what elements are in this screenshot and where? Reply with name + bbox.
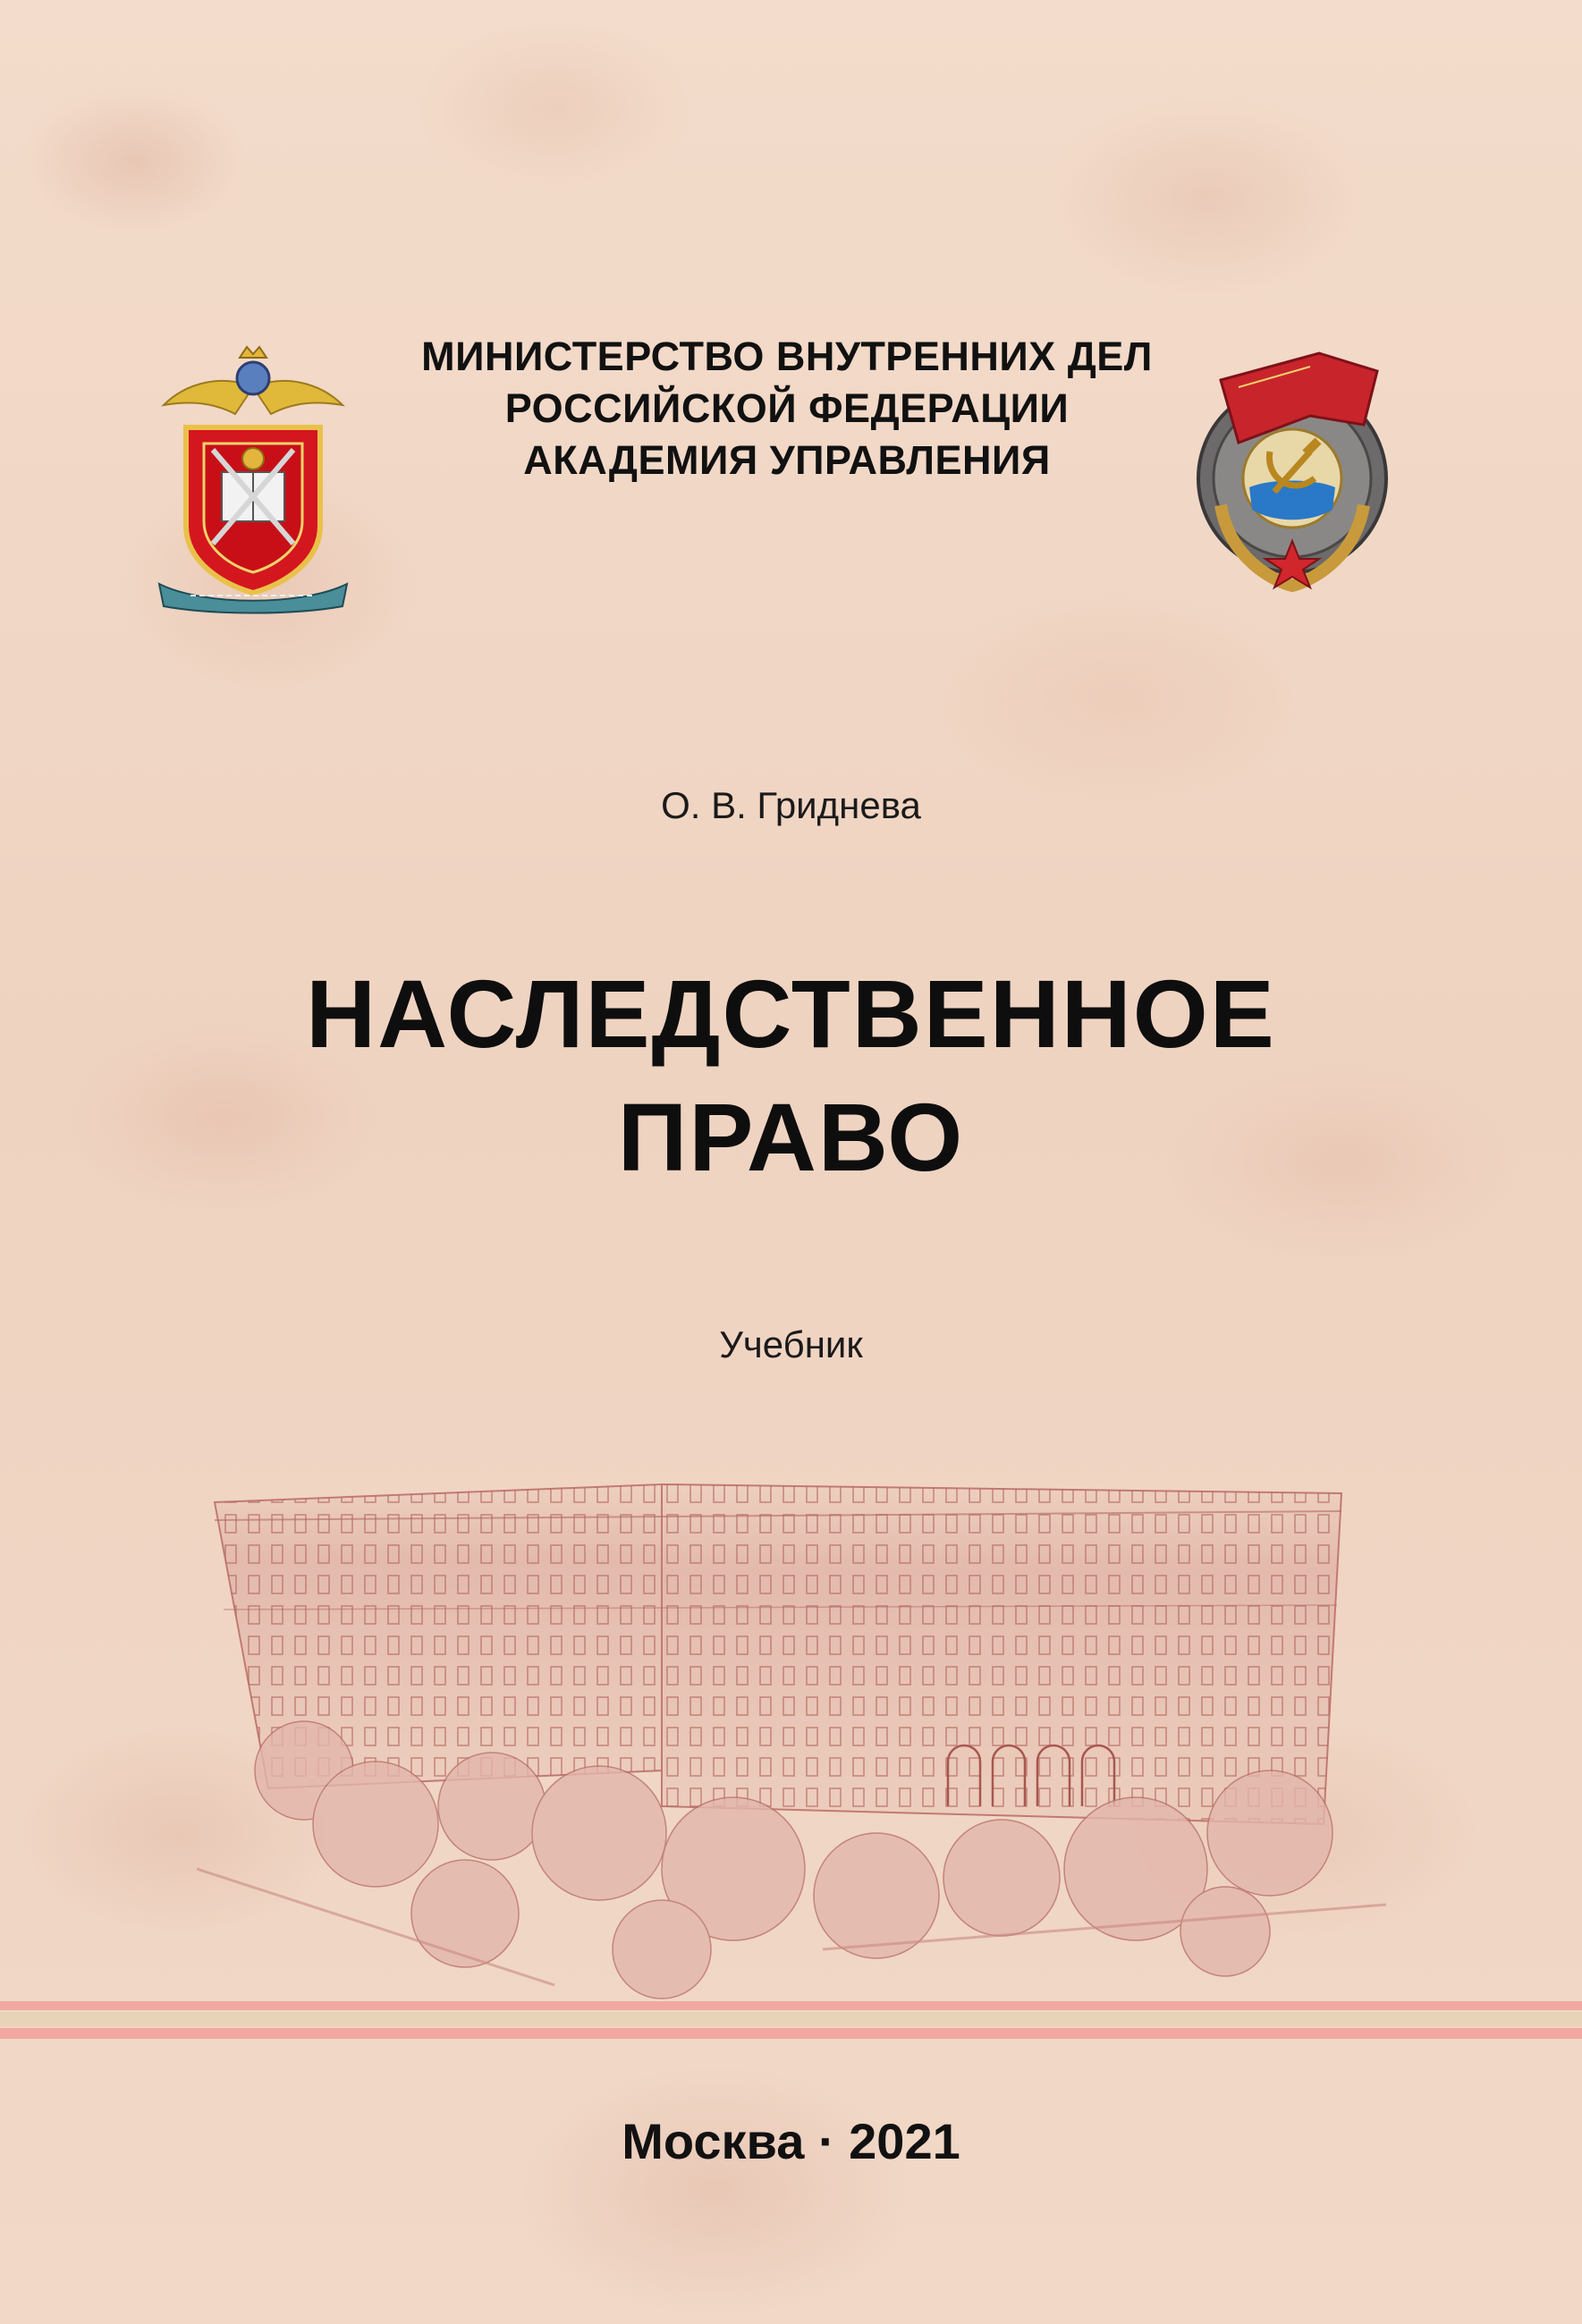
decorative-stripe-bottom bbox=[0, 2028, 1582, 2039]
decorative-stripe-top bbox=[0, 2001, 1582, 2010]
order-red-banner-of-labour-icon bbox=[1185, 344, 1400, 599]
book-title-line-2: ПРАВО bbox=[617, 1083, 965, 1191]
publication-imprint: Москва · 2021 bbox=[622, 2113, 960, 2169]
organization-line-2: РОССИЙСКОЙ ФЕДЕРАЦИИ bbox=[504, 385, 1070, 431]
organization-line-1: МИНИСТЕРСТВО ВНУТРЕННИХ ДЕЛ bbox=[421, 334, 1153, 379]
author-name: О. В. Гриднева bbox=[661, 784, 921, 826]
academy-building-engraving bbox=[197, 1449, 1386, 2003]
decorative-stripe-middle bbox=[0, 2012, 1582, 2026]
book-title-line-1: НАСЛЕДСТВЕННОЕ bbox=[306, 959, 1276, 1068]
academy-emblem-icon bbox=[150, 338, 356, 615]
organization-name bbox=[340, 331, 1234, 486]
book-title bbox=[0, 952, 1582, 1199]
organization-line-3: АКАДЕМИЯ УПРАВЛЕНИЯ bbox=[523, 437, 1051, 483]
book-subtitle: Учебник bbox=[719, 1323, 863, 1365]
